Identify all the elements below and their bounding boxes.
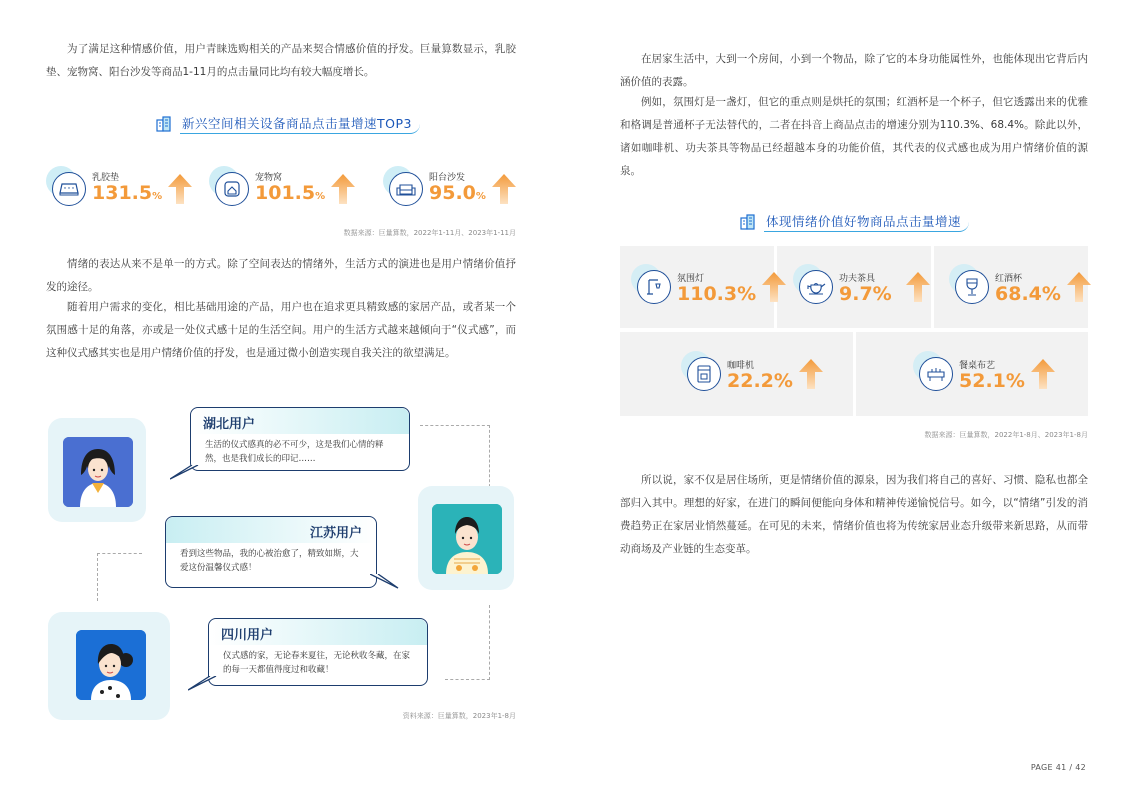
mood-lamp-icon xyxy=(637,270,671,304)
up-arrow-icon xyxy=(762,272,786,302)
user-quote-card xyxy=(190,407,410,471)
user-name: 江苏用户 xyxy=(166,517,376,543)
stat-mood-lamp xyxy=(637,270,786,304)
building-icon xyxy=(740,214,756,230)
up-arrow-icon xyxy=(1067,272,1091,302)
right-paragraph-3: 所以说，家不仅是居住场所，更是情绪价值的源泉，因为我们将自己的喜好、习惯、隐私也都全部归入其中。理想的好家，在进门的瞬间便能向身体和精神传递愉悦信号。如今，以“情绪”引发的消费趋势正在家居业悄然蔓延。在可见的未来，情绪价值也将为传统家居业态升级带来新思路，从而带动商场及产业链的生态变革。 xyxy=(620,474,1088,555)
sofa-icon xyxy=(389,172,423,206)
stat-teapot xyxy=(799,270,930,304)
speech-tail xyxy=(370,574,400,590)
stat-value: 68.4% xyxy=(995,282,1061,305)
source-note: 数据来源：巨量算数，2022年1-8月、2023年1-8月 xyxy=(924,431,1088,439)
left-paragraph-3: 随着用户需求的变化，相比基础用途的产品，用户也在追求更具精致感的家居产品，或者某一个氛围感十足的角落，亦或是一处仪式感十足的生活空间。用户的生活方式越来越倾向于“仪式感”，而这种仪式感其实也是用户情绪价值的抒发，也是通过微小创造实现自我关注的欲望满足。 xyxy=(46,301,516,359)
stat-pet-house xyxy=(215,170,355,207)
user-quote: 仪式感的家，无论春来夏往，无论秋收冬藏，在家的每一天都值得度过和收藏！ xyxy=(223,651,411,675)
left-paragraph-2: 情绪的表达从来不是单一的方式。除了空间表达的情绪外，生活方式的演进也是用户情绪价值抒发的途径。 xyxy=(46,258,516,293)
speech-tail xyxy=(170,465,200,481)
up-arrow-icon xyxy=(1031,359,1055,389)
stat-label: 咖啡机 xyxy=(727,360,755,371)
user-quote: 生活的仪式感真的必不可少，这是我们心情的释然，也是我们成长的印记…… xyxy=(205,440,384,464)
right-paragraph-1: 在居家生活中，大到一个房间，小到一个物品，除了它的本身功能属性外，也能体现出它背后内涵价值的表露。 xyxy=(620,53,1088,88)
tablecloth-icon xyxy=(919,357,953,391)
teapot-icon xyxy=(799,270,833,304)
stat-label: 阳台沙发 xyxy=(429,173,466,183)
up-arrow-icon xyxy=(331,174,355,204)
source-note: 资料来源：巨量算数，2023年1-8月 xyxy=(402,712,516,720)
stat-value: 131.5% xyxy=(92,182,163,204)
stat-label: 宠物窝 xyxy=(255,173,283,183)
latex-mat-icon xyxy=(52,172,86,206)
page-number: PAGE 41 / 42 xyxy=(1030,763,1086,772)
stat-value: 22.2% xyxy=(727,369,793,392)
stat-balcony-sofa xyxy=(389,170,516,207)
stat-tablecloth xyxy=(919,357,1055,391)
building-icon xyxy=(156,116,172,132)
avatar xyxy=(432,504,502,574)
user-quote-card xyxy=(208,618,428,686)
speech-tail xyxy=(188,676,218,692)
stat-value: 95.0% xyxy=(429,182,486,204)
left-section-title xyxy=(156,114,420,134)
stat-label: 功夫茶具 xyxy=(839,273,876,284)
wine-glass-icon xyxy=(955,270,989,304)
stat-label: 乳胶垫 xyxy=(92,173,120,183)
stat-value: 110.3% xyxy=(677,282,757,305)
right-paragraph-2: 例如，氛围灯是一盏灯，但它的重点则是烘托的氛围；红酒杯是一个杯子，但它透露出来的优雅和格调是普通杯子无法替代的，二者在抖音上商品点击的增速分别为110.3%、68.4%。除此以外，诸如咖啡机、功夫茶具等物品已经超越本身的功能价值，其代表的仪式感也成为用户情绪价值的源泉。 xyxy=(620,96,1088,177)
stat-coffee-machine xyxy=(687,357,823,391)
avatar xyxy=(63,437,133,507)
left-intro-paragraph: 为了满足这种情感价值，用户青睐选购相关的产品来契合情感价值的抒发。巨量算数显示，乳胶垫、宠物窝、阳台沙发等商品1-11月的点击量同比均有较大幅度增长。 xyxy=(46,43,516,78)
stat-value: 101.5% xyxy=(255,182,326,204)
stat-label: 氛围灯 xyxy=(677,273,705,284)
stat-value: 9.7% xyxy=(839,282,892,305)
up-arrow-icon xyxy=(906,272,930,302)
stat-label: 餐桌布艺 xyxy=(959,360,996,371)
user-name: 四川用户 xyxy=(209,619,427,645)
stat-latex-mat xyxy=(52,170,192,207)
up-arrow-icon xyxy=(492,174,516,204)
coffee-machine-icon xyxy=(687,357,721,391)
source-note: 数据来源：巨量算数，2022年1-11月、2023年1-11月 xyxy=(343,229,516,237)
section-title-text: 新兴空间相关设备商品点击量增速TOP3 xyxy=(180,114,420,134)
user-quote: 看到这些物品，我的心被治愈了，精致如斯，大爱这份温馨仪式感！ xyxy=(180,549,359,573)
up-arrow-icon xyxy=(168,174,192,204)
section-title-text: 体现情绪价值好物商品点击量增速 xyxy=(764,212,969,232)
pet-house-icon xyxy=(215,172,249,206)
user-quote-card xyxy=(165,516,377,588)
stat-value: 52.1% xyxy=(959,369,1025,392)
right-section-title xyxy=(740,212,969,232)
avatar xyxy=(76,630,146,700)
stat-label: 红酒杯 xyxy=(995,273,1023,284)
user-name: 湖北用户 xyxy=(191,408,409,434)
stat-wine-glass xyxy=(955,270,1091,304)
up-arrow-icon xyxy=(799,359,823,389)
